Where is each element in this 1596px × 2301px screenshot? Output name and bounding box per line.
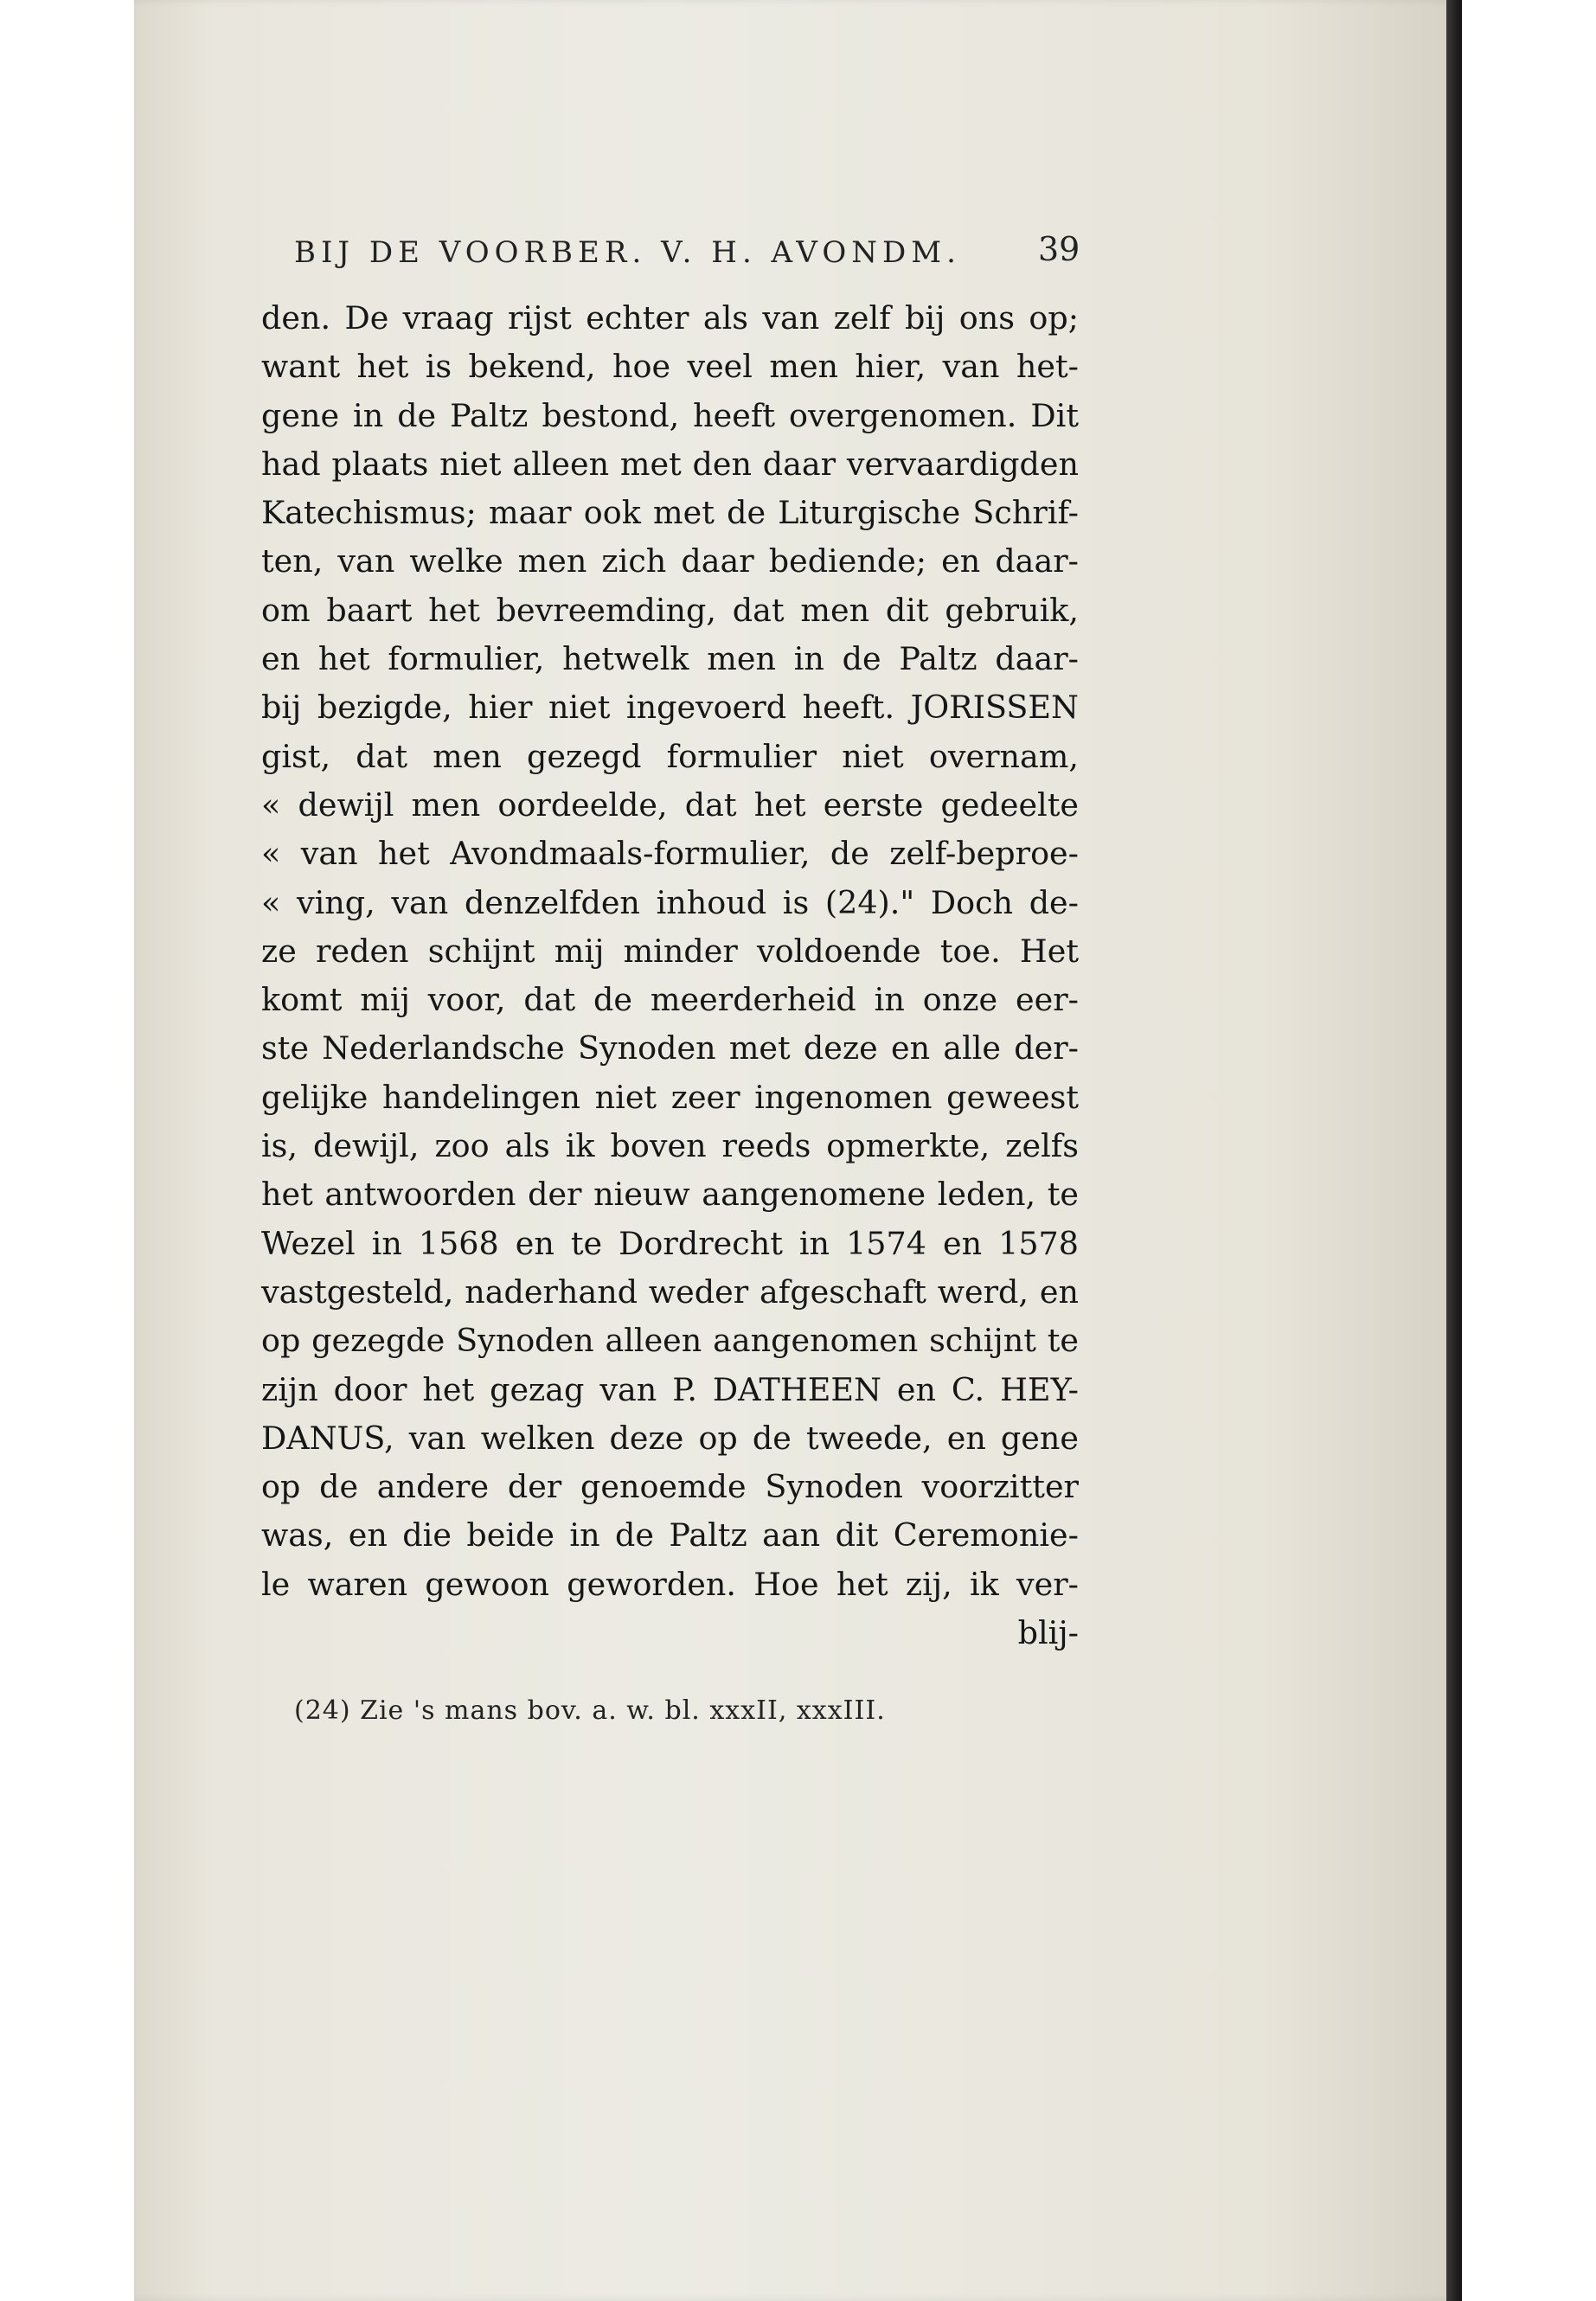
text-line: op de andere der genoemde Synoden voorzitter	[261, 1468, 1079, 1506]
text-line: DANUS, van welken deze op de tweede, en gene	[261, 1419, 1079, 1457]
text-line: « ving, van denzelfden inhoud is (24)." Doch de-	[261, 883, 1079, 921]
text-line: het antwoorden der nieuw aangenomene leden, te	[261, 1176, 1079, 1214]
text-line: vastgesteld, naderhand weder afgeschaft werd, en	[261, 1272, 1079, 1311]
text-line: om baart het bevreemding, dat men dit gebruik,	[261, 591, 1079, 629]
page-number: 39	[1038, 230, 1080, 268]
text-line: ze reden schijnt mij minder voldoende toe. Het	[261, 932, 1079, 970]
text-line: gist, dat men gezegd formulier niet overnam,	[261, 737, 1079, 775]
footnote: (24) Zie 's mans bov. a. w. bl. xxxII, xxxIII.	[294, 1695, 886, 1726]
text-line: was, en die beide in de Paltz aan dit Ceremonie-	[261, 1516, 1079, 1554]
text-line: « dewijl men oordeelde, dat het eerste gedeelte	[261, 785, 1079, 824]
text-line: « van het Avondmaals-formulier, de zelf-beproe-	[261, 835, 1079, 873]
body-text	[261, 294, 1079, 1657]
text-line: komt mij voor, dat de meerderheid in onze eer-	[261, 981, 1079, 1019]
text-line: had plaats niet alleen met den daar vervaardigden	[261, 445, 1079, 483]
text-line: is, dewijl, zoo als ik boven reeds opmerkte, zelfs	[261, 1127, 1079, 1165]
scan-margin-right	[1462, 0, 1596, 2301]
text-line: ten, van welke men zich daar bediende; en daar-	[261, 542, 1079, 580]
text-line: gelijke handelingen niet zeer ingenomen geweest	[261, 1078, 1079, 1116]
text-line: den. De vraag rijst echter als van zelf bij ons op;	[261, 299, 1079, 336]
running-head-text: BIJ DE VOORBER. V. H. AVONDM.	[294, 235, 961, 270]
text-line: le waren gewoon geworden. Hoe het zij, ik ver-	[261, 1565, 1079, 1603]
text-line: want het is bekend, hoe veel men hier, van het-	[261, 348, 1079, 386]
text-line: gene in de Paltz bestond, heeft overgenomen. Dit	[261, 396, 1079, 434]
scan-margin-left	[0, 0, 134, 2301]
text-line: en het formulier, hetwelk men in de Paltz daar-	[261, 640, 1079, 678]
text-line: Katechismus; maar ook met de Liturgische Schrif-	[261, 494, 1079, 532]
text-line: Wezel in 1568 en te Dordrecht in 1574 en 1578	[261, 1224, 1079, 1262]
text-line: bij bezigde, hier niet ingevoerd heeft. JORISSEN	[261, 689, 1079, 727]
catchword: blij-	[1017, 1614, 1079, 1652]
text-line: op gezegde Synoden alleen aangenomen schijnt te	[261, 1322, 1079, 1360]
text-line: zijn door het gezag van P. DATHEEN en C. HEY-	[261, 1370, 1079, 1408]
running-head	[260, 227, 1081, 279]
text-line: ste Nederlandsche Synoden met deze en alle der-	[261, 1029, 1079, 1067]
